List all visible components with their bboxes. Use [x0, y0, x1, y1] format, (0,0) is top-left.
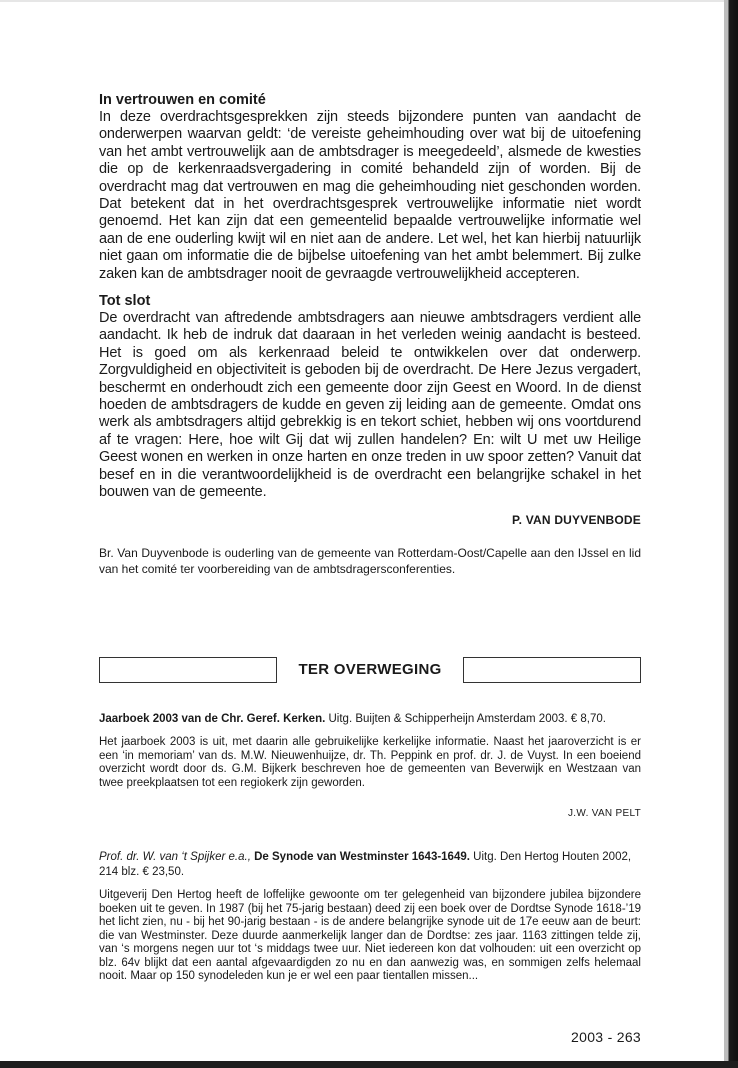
review-publication: Uitg. Buijten & Schipperheijn Amsterdam 2003. € 8,70.: [328, 713, 606, 725]
page-number: 2003 - 263: [571, 1029, 641, 1045]
page-edge-right: [724, 0, 738, 1068]
article-signature: P. VAN DUYVENBODE: [512, 513, 641, 527]
review-header: [99, 850, 641, 880]
section-heading: In vertrouwen en comité: [99, 92, 266, 108]
review-jaarboek: [99, 712, 641, 790]
page-edge-bottom: [0, 1061, 738, 1068]
review-text: Uitgeverij Den Hertog heeft de loffelijke gewoonte om ter gelegenheid van bijzondere jubilea bijzondere boeken uit te geven. In 1987 (bij het 75-jarig bestaan) deed zij een boek over de Dordtse Synode 1618-’19 het licht zien, nu - bij het 90-jarig bestaan - is de andere belangrijke synode uit de 17e eeuw aan de beurt: die van Westminster. Deze duurde aanmerkelijk langer dan de Dordtse: zes jaar. 1163 zittingen telde zij, van ‘s morgens negen uur tot ‘s middags twee uur. Niet iedereen kon dat volhouden: uit een overzicht op blz. 64v blijkt dat een aantal afgevaardigden zo nu en dan aanwezig was, en sommigen zelfs helemaal nooit. Maar op 150 synodeleden kun je er wel een paar tientallen missen...: [99, 889, 641, 982]
review-author: Prof. dr. W. van ‘t Spijker e.a.,: [99, 851, 251, 863]
section-heading: Tot slot: [99, 293, 151, 309]
banner-box-left: [99, 657, 277, 683]
reviewer-name: J.W. VAN PELT: [568, 808, 641, 819]
ter-overweging-banner: [99, 656, 641, 686]
section-text: De overdracht van aftredende ambtsdragers aan nieuwe ambtsdragers verdient alle aandacht. Ik heb de indruk dat daaraan in het verleden weinig aandacht is besteed. Het is goed om als kerkenraad beleid te ontwikkelen over dat onderwerp. Zorgvuldigheid en objectiviteit is geboden bij de overdracht. De Here Jezus vergadert, beschermt en onderhoudt zich een gemeente door zijn Geest en Woord. In de dienst hoeden de ambtsdragers de kudde en geven zij leiding aan de gemeente. Omdat ons werk als ambtsdragers altijd gebrekkig is en tekort schiet, hebben wij ons voortdurend af te vragen: Here, hoe wilt Gij dat wij zullen handelen? En: wilt U met uw Heilige Geest wonen en werken in onze harten en onze treden in uw spoor zetten? Vanuit dat besef en in die verantwoordelijkheid is de overdracht een belangrijke schakel in het bouwen van de gemeente.: [99, 310, 641, 501]
review-header: [99, 712, 641, 727]
review-text: Het jaarboek 2003 is uit, met daarin alle gebruikelijke kerkelijke informatie. Naast het jaaroverzicht is er een ‘in memoriam’ van ds. M.W. Nieuwenhuijze, dr. Th. Peppink en prof. dr. J. de Vuyst. In een boeiend overzicht wordt door ds. G.M. Bijkerk beschreven hoe de gemeenten van Beverwijk en Westzaan van twee preekplaatsen tot een regiokerk zijn geworden.: [99, 736, 641, 789]
review-title: De Synode van Westminster 1643-1649.: [254, 851, 470, 863]
section-tot-slot: [99, 293, 641, 501]
page-edge-top: [0, 0, 724, 2]
banner-box-right: [463, 657, 641, 683]
review-publication: Uitg. Den Hertog Houten 2002, 214 blz. € 23,50.: [99, 851, 632, 878]
review-synode-westminster: [99, 850, 641, 984]
author-note: Br. Van Duyvenbode is ouderling van de gemeente van Rotterdam-Oost/Capelle aan den IJssel en lid van het comité ter voorbereiding van de ambtsdragersconferenties.: [99, 546, 641, 576]
section-in-vertrouwen: [99, 92, 641, 283]
banner-title: TER OVERWEGING: [298, 661, 442, 678]
review-title: Jaarboek 2003 van de Chr. Geref. Kerken.: [99, 713, 326, 725]
section-text: In deze overdrachtsgesprekken zijn steeds bijzondere punten van aandacht de onderwerpen waarvan geldt: ‘de vereiste geheimhouding over wat bij de uitoefening van het ambt vertrouwelijk aan de ambtsdrager is meegedeeld’, alsmede de kwesties die op de kerkenraadsvergadering in comité behandeld zijn of worden. Bij de overdracht mag dat vertrouwen en mag die geheimhouding niet geschonden worden. Dat betekent dat in het overdrachtsgesprek vertrouwelijke informatie niet wordt genoemd. Het kan zijn dat een gemeentelid bepaalde vertrouwelijke informatie wel aan de ene ouderling kwijt wil en niet aan de andere. Let wel, het kan hierbij natuurlijk niet gaan om informatie die de bijbelse uitoefening van het ambt belemmert. Bij zulke zaken kan de ambtsdrager nooit de gevraagde vertrouwelijkheid accepteren.: [99, 109, 641, 282]
